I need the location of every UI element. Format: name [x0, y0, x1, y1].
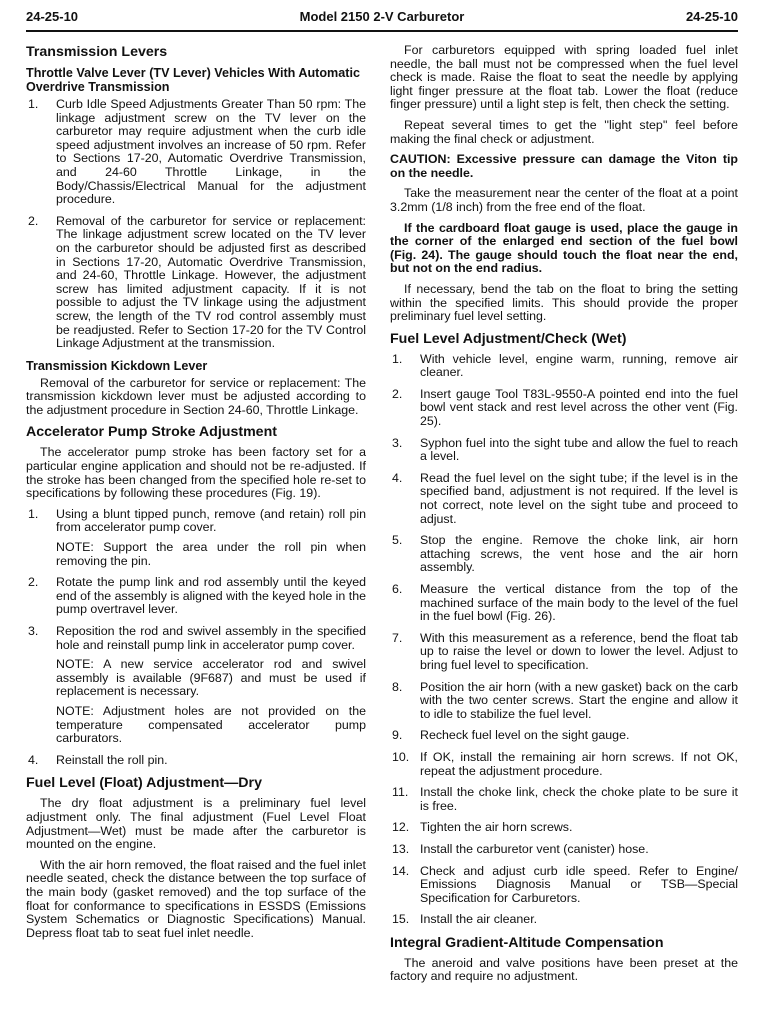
tv-lever-list	[26, 98, 366, 351]
item-text: Removal of the carburetor for service or replacement: The linkage adjustment screw located on the TV lever on the carburetor should be adjusted first as described in Sections 17-20, Automatic Overdrive Transmission, and 24-60, Throttle Linkage. However, the adjustment screw has limited adjustment capacity. If it is not possible to adjust the TV linkage using the adjustment screw, the length of the TV rod control assembly must be readjusted. Refer to Section 17-20 for the TV Control Linkage Adjustment at the transmission.	[56, 213, 366, 351]
item-number: 3.	[392, 435, 403, 450]
page-header	[26, 10, 738, 28]
item-number: 2.	[392, 386, 403, 401]
list-item	[26, 215, 366, 351]
item-number: 6.	[392, 582, 403, 596]
item-number: 4.	[392, 470, 403, 485]
item-text: With this measurement as a reference, bend the float tab up to raise the level or down to lower the level. Adjust to bring fuel level to specification.	[420, 630, 738, 672]
item-text: If OK, install the remaining air horn screws. If not OK, repeat the adjustment procedure.	[420, 749, 738, 778]
heading-altitude-compensation: Integral Gradient-Altitude Compensation	[390, 934, 664, 951]
list-item	[390, 353, 738, 380]
list-item	[390, 388, 738, 429]
list-item	[390, 472, 738, 526]
float-gauge-paragraph: If the cardboard float gauge is used, place the gauge in the corner of the enlarged end section of the fuel bowl (Fig. 24). The gauge should touch the float near the end, but not on the end radius.	[390, 220, 738, 276]
section-number-right: 24-25-10	[685, 9, 738, 24]
item-number: 13.	[392, 841, 410, 856]
bend-tab-paragraph: If necessary, bend the tab on the float to bring the setting within the specified limits. This should provide the proper preliminary fuel level setting.	[390, 281, 738, 324]
section-number-left: 24-25-10	[26, 9, 79, 24]
heading-transmission-levers: Transmission Levers	[26, 44, 168, 60]
list-item	[390, 534, 738, 575]
list-item	[26, 508, 366, 568]
heading-kickdown-lever: Transmission Kickdown Lever	[26, 358, 208, 373]
item-number: 1.	[392, 351, 403, 366]
page-title: Model 2150 2-V Carburetor	[299, 9, 465, 24]
spring-needle-paragraph: For carburetors equipped with spring loaded fuel inlet needle, the ball must not be compressed when the fuel level check is made. Raise the float to seat the needle by applying light finger pressure at the float tab. Lower the float (reduce finger pressure) until a light step is felt, then check the setting.	[390, 43, 738, 112]
left-column	[26, 44, 366, 1024]
item-number: 1.	[28, 97, 39, 111]
item-text: Install the air cleaner.	[420, 912, 538, 927]
item-number: 1.	[28, 506, 39, 521]
list-item	[390, 632, 738, 673]
dry-paragraph-1: The dry float adjustment is a preliminary fuel level adjustment only. The final adjustment (Fuel Level Float Adjustment—Wet) must be made after the carburetor is mounted on the engine.	[26, 796, 366, 852]
note: NOTE: A new service accelerator rod and swivel assembly is available (9F687) and must be used if replacement is necessary.	[56, 657, 366, 699]
item-text: Tighten the air horn screws.	[420, 820, 573, 835]
heading-tv-lever: Throttle Valve Lever (TV Lever) Vehicles With Automatic Overdrive Transmission	[26, 66, 360, 94]
item-text: Install the carburetor vent (canister) hose.	[420, 841, 649, 856]
item-number: 3.	[28, 624, 39, 638]
list-item	[390, 681, 738, 722]
header-rule	[26, 30, 738, 32]
note: NOTE: Support the area under the roll pin when removing the pin.	[56, 540, 366, 568]
list-item	[390, 786, 738, 813]
list-item	[390, 751, 738, 778]
heading-fuel-level-dry: Fuel Level (Float) Adjustment—Dry	[26, 775, 262, 792]
item-text: With vehicle level, engine warm, running, remove air cleaner.	[420, 351, 738, 380]
item-text: Read the fuel level on the sight tube; if the level is in the specified band, adjustment is not required. If the level is not correct, note level on the sight tube and proceed to adjust.	[420, 470, 738, 526]
item-number: 10.	[392, 749, 410, 764]
list-item	[390, 865, 738, 906]
item-text: Using a blunt tipped punch, remove (and retain) roll pin from accelerator pump cover.	[56, 506, 366, 535]
item-number: 2.	[28, 213, 39, 228]
altitude-paragraph: The aneroid and valve positions have been preset at the factory and require no adjustment.	[390, 955, 738, 984]
caution-text: CAUTION: Excessive pressure can damage the Viton tip on the needle.	[390, 152, 738, 180]
list-item	[390, 821, 738, 835]
item-text: Position the air horn (with a new gasket) back on the carb with the two center screws. Start the engine and allow it to idle to stabilize the fuel level.	[420, 679, 738, 721]
heading-fuel-level-wet: Fuel Level Adjustment/Check (Wet)	[390, 330, 627, 347]
kickdown-paragraph: Removal of the carburetor for service or replacement: The transmission kickdown lever must be adjusted according to the adjustment procedure in Section 24-60, Throttle Linkage.	[26, 375, 366, 417]
list-item	[26, 576, 366, 617]
item-text: Insert gauge Tool T83L-9550-A pointed end into the fuel bowl vent stack and rest level across the other vent (Fig. 25).	[420, 386, 738, 429]
accelerator-intro: The accelerator pump stroke has been factory set for a particular engine application and should not be re-adjusted. If the stroke has been changed from the specified hole re-set to specifications by following these procedures (Fig. 19).	[26, 445, 366, 501]
item-text: Install the choke link, check the choke plate to be sure it is free.	[420, 785, 738, 813]
item-number: 12.	[392, 820, 410, 835]
right-column	[390, 44, 738, 1024]
item-number: 5.	[392, 533, 403, 548]
item-text: Syphon fuel into the sight tube and allow the fuel to reach a level.	[420, 435, 738, 464]
item-text: Rotate the pump link and rod assembly until the keyed end of the assembly is aligned with the keyed hole in the pump overtravel lever.	[56, 575, 366, 617]
list-item	[26, 754, 366, 768]
wet-adjustment-list	[390, 353, 738, 927]
item-text: Check and adjust curb idle speed. Refer to Engine/ Emissions Diagnosis Manual or TSB—Special Specification for Carburetors.	[420, 863, 738, 905]
item-text: Reinstall the roll pin.	[56, 752, 168, 767]
list-item	[390, 843, 738, 857]
light-step-paragraph: Repeat several times to get the ''light step'' feel before making the final check or adjustment.	[390, 117, 738, 146]
list-item	[390, 729, 738, 743]
list-item	[390, 583, 738, 624]
item-text: Recheck fuel level on the sight gauge.	[420, 728, 630, 743]
list-item	[26, 625, 366, 746]
note: NOTE: Adjustment holes are not provided on the temperature compensated accelerator pump carburators.	[56, 703, 366, 746]
measurement-paragraph: Take the measurement near the center of the float at a point 3.2mm (1/8 inch) from the free end of the float.	[390, 186, 738, 214]
item-number: 7.	[392, 630, 403, 645]
item-text: Measure the vertical distance from the top of the machined surface of the main body to the level of the fuel in the fuel bowl (Fig. 26).	[420, 582, 738, 624]
item-number: 14.	[392, 863, 410, 878]
accelerator-pump-list	[26, 508, 366, 768]
item-number: 2.	[28, 575, 39, 590]
list-item	[390, 913, 738, 927]
item-number: 11.	[392, 785, 409, 800]
item-text: Curb Idle Speed Adjustments Greater Than 50 rpm: The linkage adjustment screw on the TV lever on the carburetor may require adjustment when the curb idle speed adjustment involves an increase of 50 rpm. Refer to Sections 17-20, Automatic Overdrive Transmission, and 24-60 Throttle Linkage, in the Body/Chassis/Electrical Manual for the adjustment procedure.	[56, 97, 366, 207]
item-number: 15.	[392, 912, 410, 927]
item-number: 8.	[392, 679, 403, 694]
heading-accelerator-pump: Accelerator Pump Stroke Adjustment	[26, 424, 277, 441]
list-item	[26, 98, 366, 207]
item-number: 9.	[392, 728, 403, 743]
list-item	[390, 437, 738, 464]
item-text: Stop the engine. Remove the choke link, air horn attaching screws, the vent hose and the air horn assembly.	[420, 533, 738, 575]
dry-paragraph-2: With the air horn removed, the float raised and the fuel inlet needle seated, check the distance between the top surface of the main body (gasket removed) and the top surface of the float for conformance to specifications in ESSDS (Emissions System Schematics or Diagnostic Specifications) Manual. Depress float tab to seat fuel inlet needle.	[26, 857, 366, 940]
item-number: 4.	[28, 752, 39, 767]
item-text: Reposition the rod and swivel assembly in the specified hole and reinstall pump link in accelerator pump cover.	[56, 624, 366, 652]
